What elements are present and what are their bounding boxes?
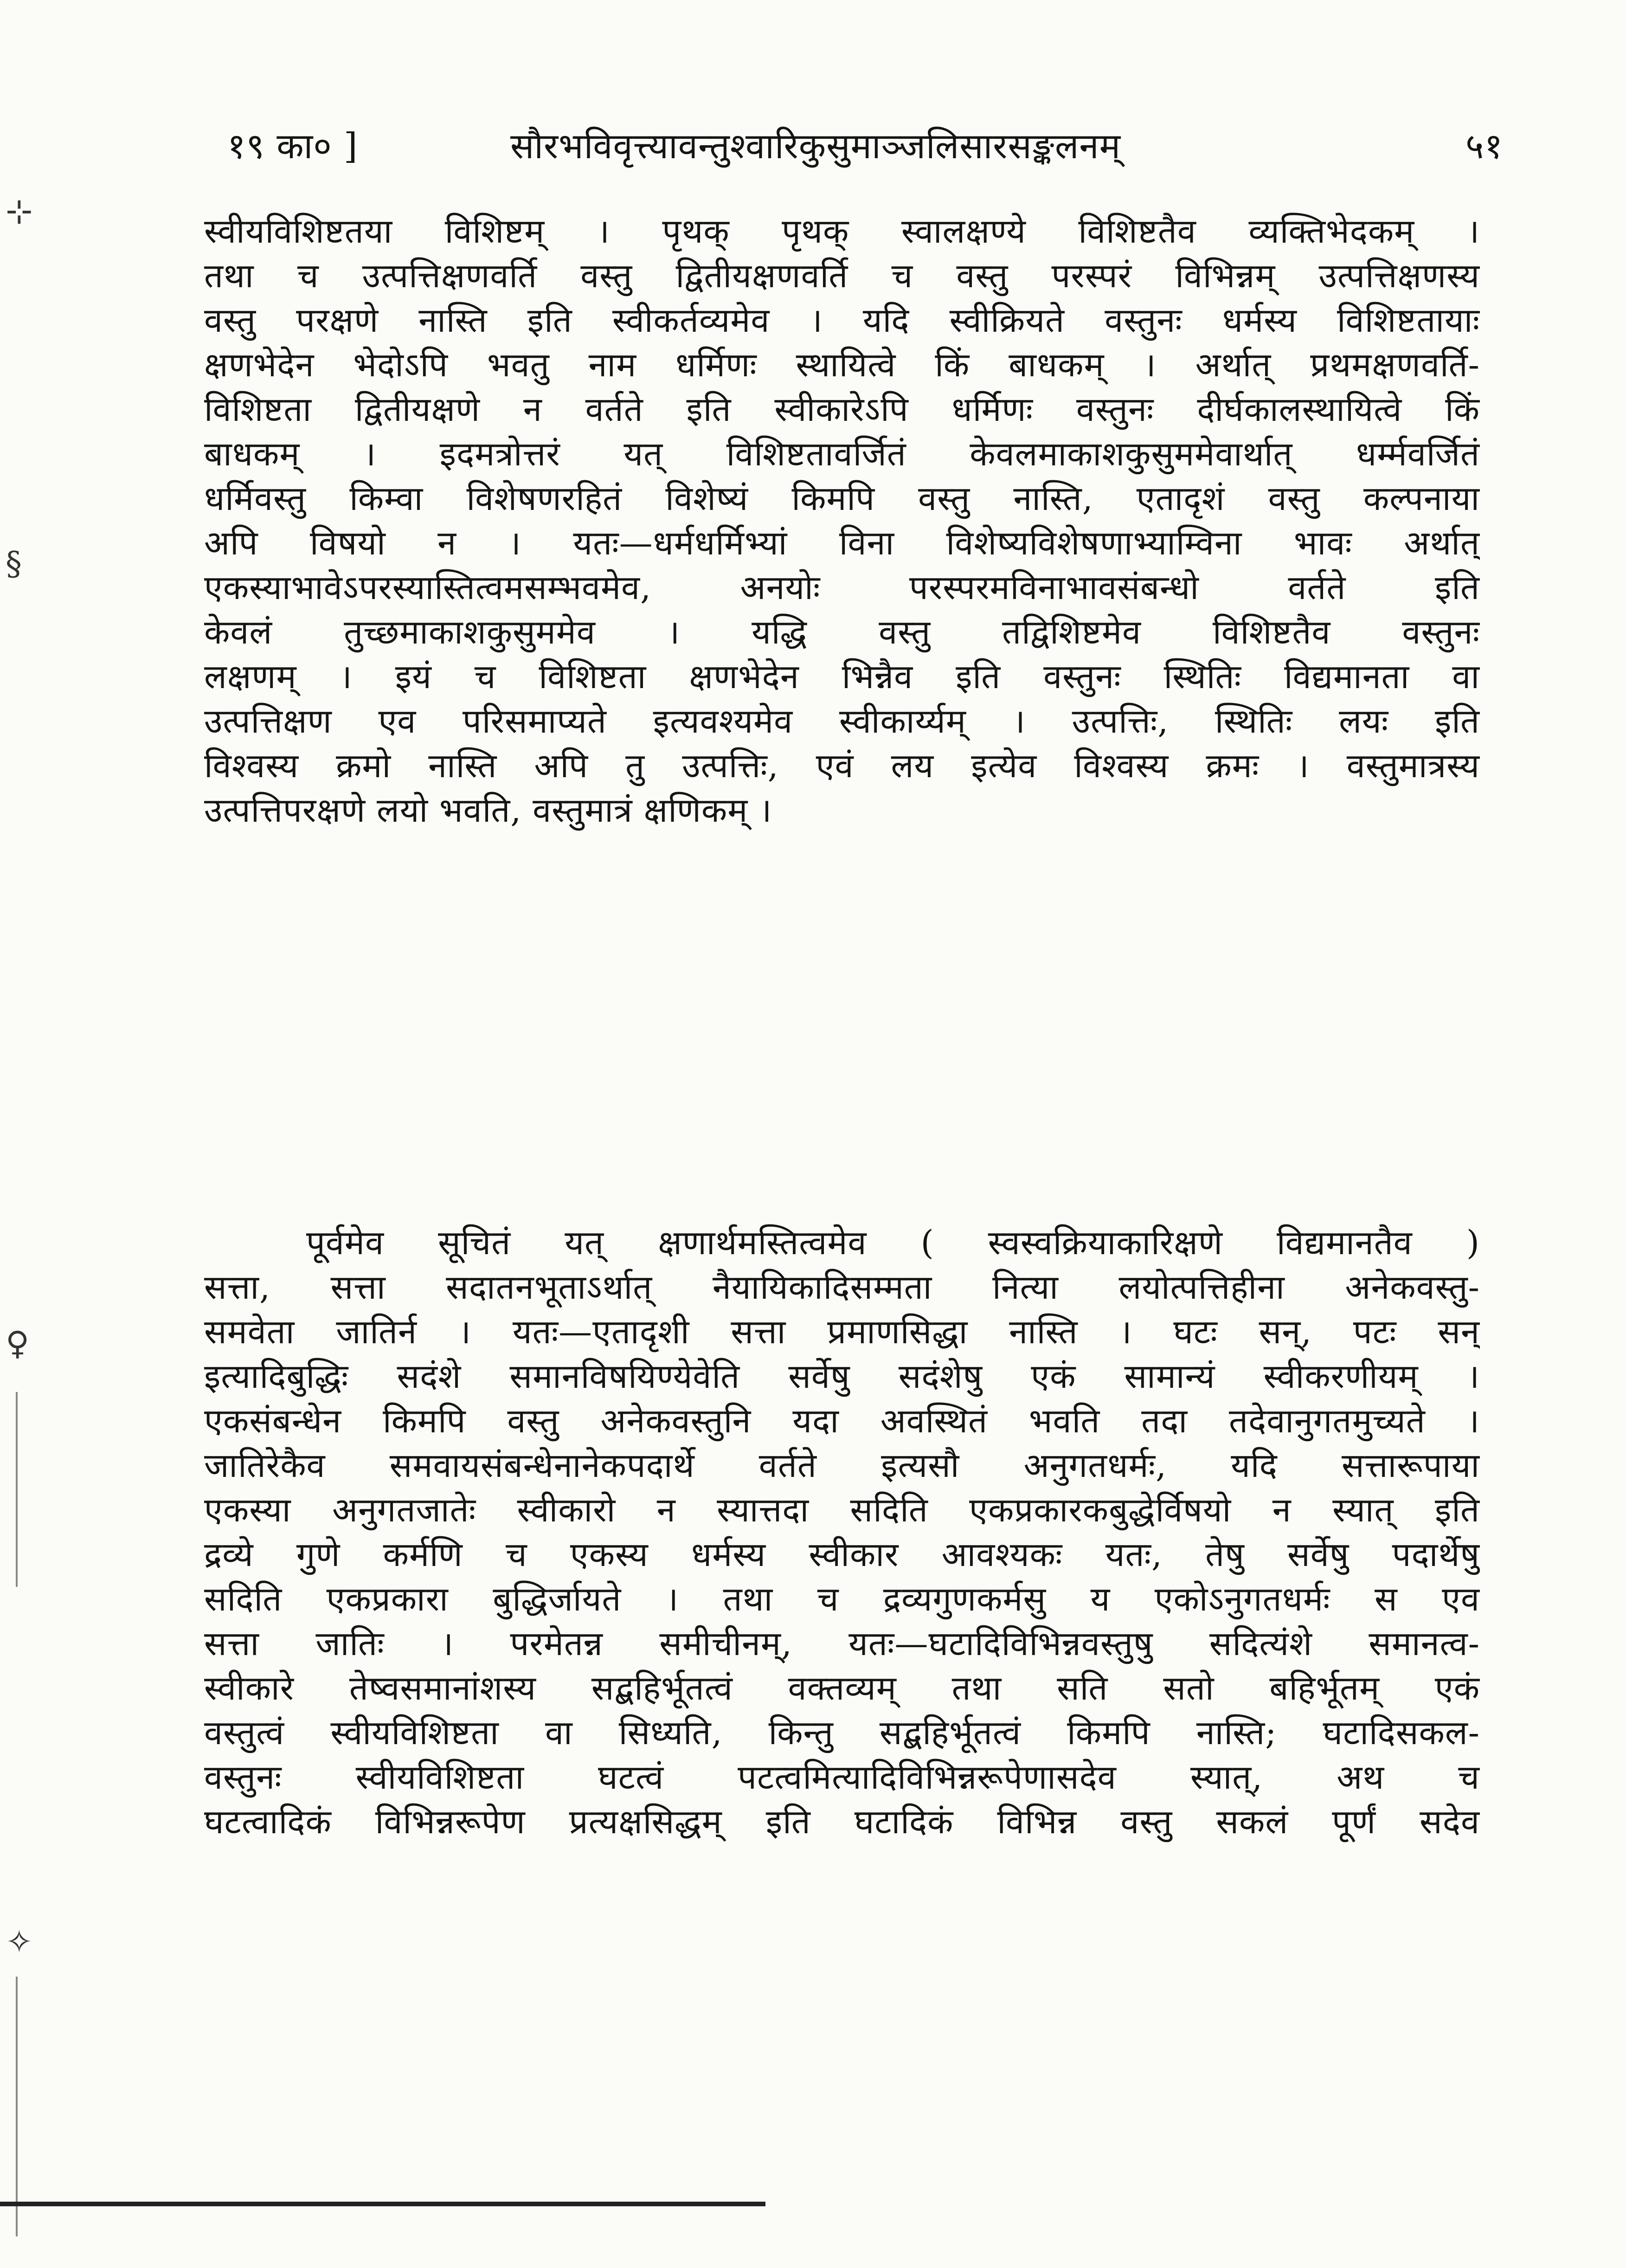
bottom-rule <box>0 2202 765 2206</box>
header-section-ref: १९ का० ] <box>227 125 358 167</box>
binding-hole-mark-icon: ✧ <box>6 1923 33 1961</box>
text-line: वस्तु परक्षणे नास्ति इति स्वीकर्तव्यमेव । यदि स्वीक्रियते वस्तुनः धर्मस्य विशिष्टतायाः <box>204 301 1480 340</box>
binding-hole-mark-icon: ⊹ <box>6 192 33 230</box>
text-line: वस्तुनः स्वीयविशिष्टता घटत्वं पटत्वमित्यादिविभिन्नरूपेणासदेव स्यात्, अथ च <box>204 1758 1480 1797</box>
text-line: विश्वस्य क्रमो नास्ति अपि तु उत्पत्तिः, एवं लय इत्येव विश्वस्य क्रमः । वस्तुमात्रस्य <box>204 746 1480 785</box>
paragraph-2 <box>204 1220 1480 1844</box>
text-line: सदिति एकप्रकारा बुद्धिर्जायते । तथा च द्रव्यगुणकर्मसु य एकोऽनुगतधर्मः स एव <box>204 1579 1480 1618</box>
text-line: लक्षणम् । इयं च विशिष्टता क्षणभेदेन भिन्नैव इति वस्तुनः स्थितिः विद्यमानता वा <box>204 657 1480 696</box>
text-line: सत्ता जातिः । परमेतन्न समीचीनम्, यतः—घटादिविभिन्नवस्तुषु सदित्यंशे समानत्व- <box>204 1624 1480 1663</box>
margin-rule <box>16 1392 18 1587</box>
text-line: एकसंबन्धेन किमपि वस्तु अनेकवस्तुनि यदा अवस्थितं भवति तदा तदेवानुगतमुच्यते । <box>204 1401 1480 1440</box>
text-line: वस्तुत्वं स्वीयविशिष्टता वा सिध्यति, किन्तु सद्बहिर्भूतत्वं किमपि नास्ति; घटादिसकल- <box>204 1713 1480 1752</box>
binding-hole-mark-icon: ♀ <box>6 1324 30 1362</box>
text-line: समवेता जातिर्न । यतः—एतादृशी सत्ता प्रमाणसिद्धा नास्ति । घटः सन्, पटः सन् <box>204 1312 1480 1351</box>
text-line: बाधकम् । इदमत्रोत्तरं यत् विशिष्टतावर्जितं केवलमाकाशकुसुममेवार्थात् धर्म्मवर्जितं <box>204 434 1480 473</box>
page-number: ५१ <box>1465 125 1503 167</box>
binding-hole-mark-icon: § <box>6 545 22 583</box>
text-line: अपि विषयो न । यतः—धर्मधर्मिभ्यां विना विशेष्यविशेषणाभ्याम्विना भावः अर्थात् <box>204 523 1480 562</box>
paragraph-1 <box>204 209 1480 832</box>
text-line: क्षणभेदेन भेदोऽपि भवतु नाम धर्मिणः स्थायित्वे किं बाधकम् । अर्थात् प्रथमक्षणवर्ति- <box>204 345 1480 384</box>
text-line: द्रव्ये गुणे कर्मणि च एकस्य धर्मस्य स्वीकार आवश्यकः यतः, तेषु सर्वेषु पदार्थेषु <box>204 1535 1480 1574</box>
text-line: धर्मिवस्तु किम्वा विशेषणरहितं विशेष्यं किमपि वस्तु नास्ति, एतादृशं वस्तु कल्पनाया <box>204 479 1480 518</box>
text-line: तथा च उत्पत्तिक्षणवर्ति वस्तु द्वितीयक्षणवर्ति च वस्तु परस्परं विभिन्नम् उत्पत्तिक्षणस्य <box>204 256 1480 295</box>
text-line: स्वीयविशिष्टतया विशिष्टम् । पृथक् पृथक् स्वालक्षण्ये विशिष्टतैव व्यक्तिभेदकम् । <box>204 212 1480 251</box>
text-line: सत्ता, सत्ता सदातनभूताऽर्थात् नैयायिकादिसम्मता नित्या लयोत्पत्तिहीना अनेकवस्तु- <box>204 1268 1480 1307</box>
text-line: विशिष्टता द्वितीयक्षणे न वर्तते इति स्वीकारेऽपि धर्मिणः वस्तुनः दीर्घकालस्थायित्वे किं <box>204 390 1480 429</box>
text-line: केवलं तुच्छमाकाशकुसुममेव । यद्धि वस्तु तद्विशिष्टमेव विशिष्टतैव वस्तुनः <box>204 612 1480 651</box>
text-line: एकस्याभावेऽपरस्यास्तित्वमसम्भवमेव, अनयोः परस्परमविनाभावसंबन्धो वर्तते इति <box>204 568 1480 607</box>
text-line: पूर्वमेव सूचितं यत् क्षणार्थमस्तित्वमेव ( स्वस्वक्रियाकारिक्षणे विद्यमानतैव ) <box>306 1223 1480 1262</box>
text-line: एकस्या अनुगतजातेः स्वीकारो न स्यात्तदा सदिति एकप्रकारकबुद्धेर्विषयो न स्यात् इति <box>204 1490 1480 1529</box>
header-title: सौरभविवृत्त्यावन्तुश्वारिकुसुमाञ्जलिसारसङ्कलनम् <box>510 125 1121 167</box>
text-line: इत्यादिबुद्धिः सदंशे समानविषयिण्येवेति सर्वेषु सदंशेषु एकं सामान्यं स्वीकरणीयम् । <box>204 1357 1480 1396</box>
margin-rule <box>16 1977 18 2236</box>
text-line: जातिरेकैव समवायसंबन्धेनानेकपदार्थे वर्तते इत्यसौ अनुगतधर्मः, यदि सत्तारूपाया <box>204 1446 1480 1485</box>
text-line: उत्पत्तिक्षण एव परिसमाप्यते इत्यवश्यमेव स्वीकार्य्यम् । उत्पत्तिः, स्थितिः लयः इति <box>204 702 1480 741</box>
text-line: स्वीकारे तेष्वसमानांशस्य सद्बहिर्भूतत्वं वक्तव्यम् तथा सति सतो बहिर्भूतम् एकं <box>204 1669 1480 1707</box>
running-header <box>223 118 1512 174</box>
text-line: उत्पत्तिपरक्षणे लयो भवति, वस्तुमात्रं क्षणिकम् । <box>204 791 772 830</box>
text-line: घटत्वादिकं विभिन्नरूपेण प्रत्यक्षसिद्धम् इति घटादिकं विभिन्न वस्तु सकलं पूर्णं सदेव <box>204 1802 1480 1841</box>
